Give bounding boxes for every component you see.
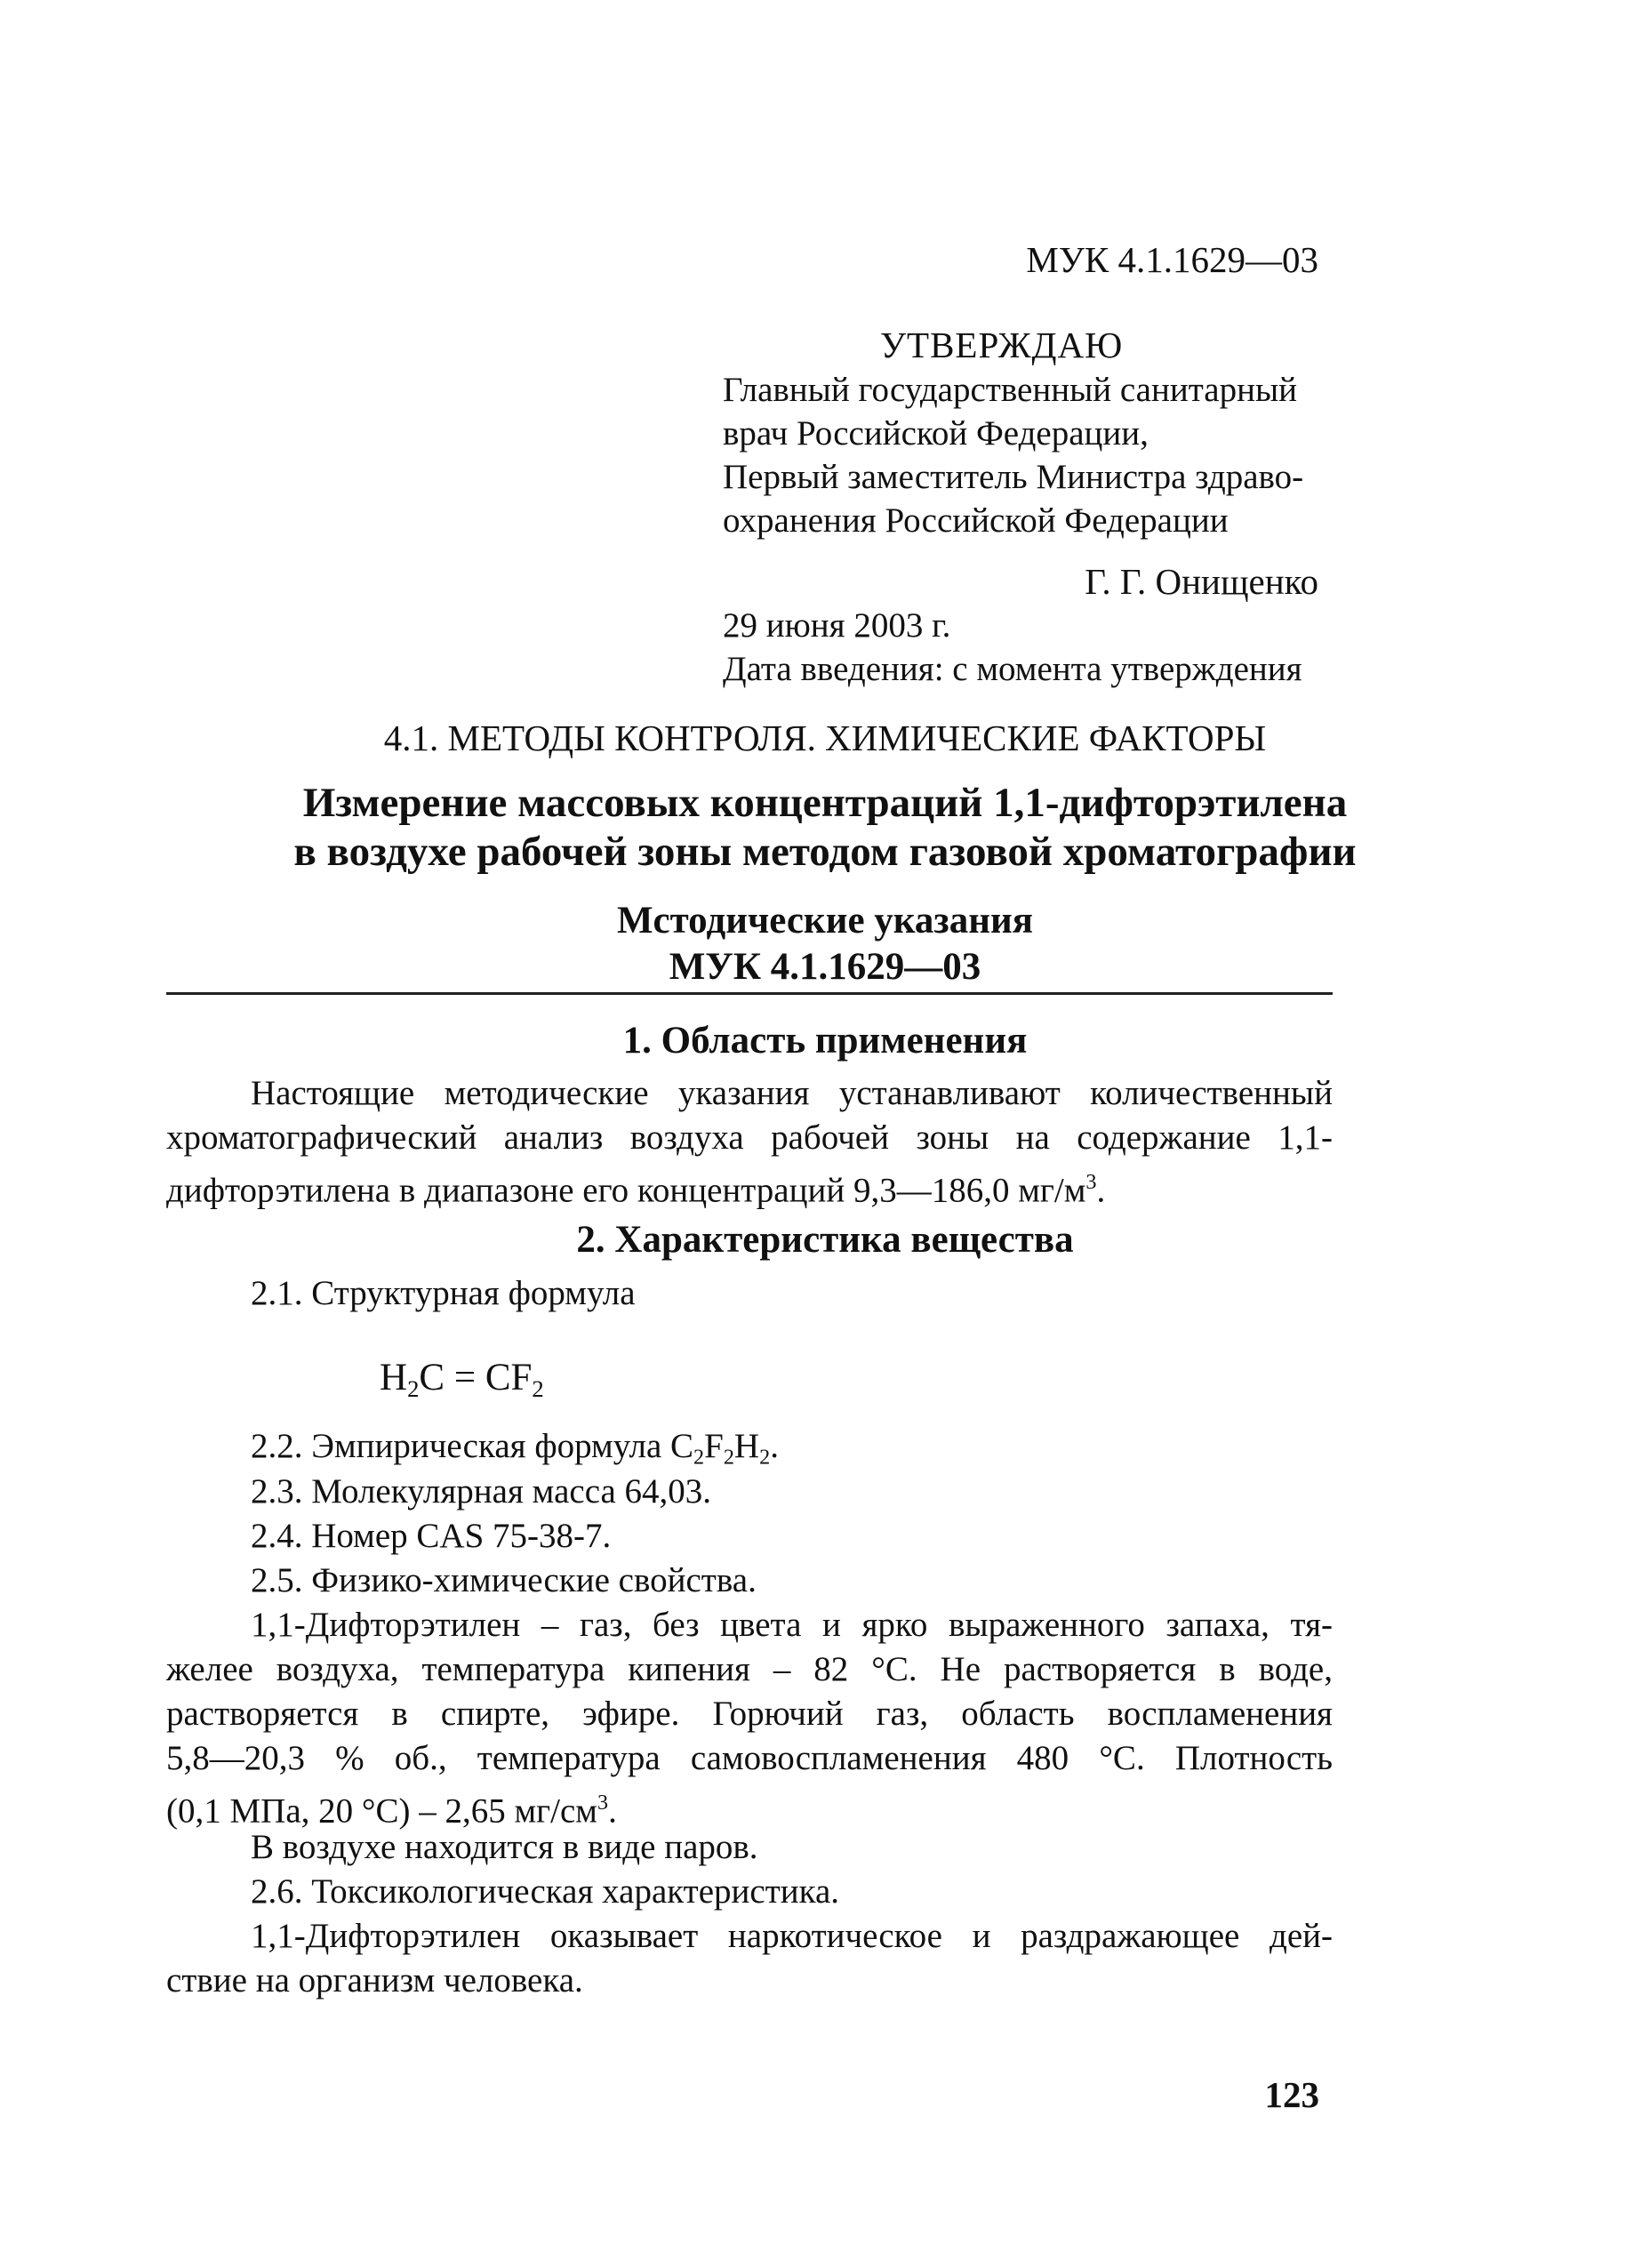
approver-line: врач Российской Федерации, xyxy=(723,414,1149,453)
properties-paragraph xyxy=(166,1603,1333,1834)
approver-line: охранения Российской Федерации xyxy=(723,501,1229,540)
item-2-6: 2.6. Токсикологическая характеристика. xyxy=(251,1872,840,1911)
subtitle-line: МУК 4.1.1629—03 xyxy=(669,946,981,988)
item-2-1: 2.1. Структурная формула xyxy=(251,1274,636,1312)
paragraph-line: 5,8—20,3 % об., температура самовоспламенения 480 °С. Плотность xyxy=(166,1739,1333,1777)
paragraph-line: (0,1 МПа, 20 °С) – 2,65 $мг/см^3$. xyxy=(166,1791,617,1831)
title-line: в воздухе рабочей зоны методом газовой хроматографии xyxy=(293,829,1357,875)
approval-date: 29 июня 2003 г. xyxy=(723,606,951,645)
paragraph-line: хроматографический анализ воздуха рабочей зоны на содержание 1,1- xyxy=(166,1118,1333,1157)
paragraph-line: желее воздуха, температура кипения – 82 °С. Не растворяется в воде, xyxy=(166,1650,1333,1688)
superscript: 3 xyxy=(597,1791,609,1815)
paragraph-line: растворяется в спирте, эфире. Горючий газ, область воспламенения xyxy=(166,1695,1333,1733)
signer-name: Г. Г. Онищенко xyxy=(1085,561,1318,602)
paragraph-line: 1,1-Дифторэтилен оказывает наркотическое и раздражающее дей- xyxy=(251,1917,1333,1955)
date-block xyxy=(723,604,1302,691)
section1-paragraph xyxy=(166,1071,1333,1214)
paragraph-line: 1,1-Дифторэтилен – газ, без цвета и ярко выраженного запаха, тя- xyxy=(251,1606,1333,1644)
paragraph-line: дифторэтилена в диапазоне его концентраций 9,3—186,0 $мг/м^3$. xyxy=(166,1170,1106,1210)
title-line: Измерение массовых концентраций 1,1-дифторэтилена xyxy=(302,780,1348,826)
effective-date: Дата введения: с момента утверждения xyxy=(723,650,1302,688)
item-2-4: 2.4. Номер CAS 75-38-7. xyxy=(251,1517,612,1555)
toxicology-paragraph xyxy=(166,1914,1333,2003)
section2-heading: 2. Характеристика вещества xyxy=(576,1219,1074,1261)
section1-heading: 1. Область применения xyxy=(622,1020,1028,1062)
approver-line: Первый заместитель Министра здраво- xyxy=(723,458,1304,496)
title-divider xyxy=(166,992,1333,995)
approver-line: Главный государственный санитарный xyxy=(723,371,1298,409)
superscript: 3 xyxy=(1085,1170,1097,1194)
vapor-statement: В воздухе находится в виде паров. xyxy=(251,1828,758,1866)
document-subtitle xyxy=(0,898,1650,990)
page-number: 123 xyxy=(1264,2074,1319,2115)
item-2-2: 2.2. Эмпирическая формула $C_2F_2H_2$. xyxy=(251,1427,779,1470)
paragraph-line: ствие на организм человека. xyxy=(166,1961,583,2000)
approve-title: УТВЕРЖДАЮ xyxy=(880,325,1124,365)
item-2-3: 2.3. Молекулярная масса 64,03. xyxy=(251,1472,712,1511)
subtitle-line: Мстодические указания xyxy=(616,900,1034,942)
section-heading: 4.1. МЕТОДЫ КОНТРОЛЯ. ХИМИЧЕСКИЕ ФАКТОРЫ xyxy=(383,717,1267,758)
document-number: МУК 4.1.1629—03 xyxy=(1026,239,1318,280)
item-2-5: 2.5. Физико-химические свойства. xyxy=(251,1561,757,1599)
document-title xyxy=(0,779,1650,877)
approver-block xyxy=(723,368,1336,542)
paragraph-line: Настоящие методические указания устанавливают количественный xyxy=(251,1074,1333,1112)
structural-formula: $H_2C = CF_2$ xyxy=(380,1357,544,1402)
